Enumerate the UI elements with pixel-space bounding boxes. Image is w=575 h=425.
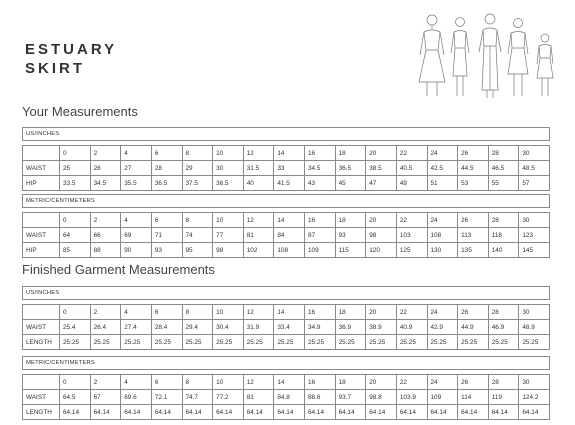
size-header: 12 [243, 305, 274, 320]
corner-cell [23, 305, 60, 320]
measurement-cell: 30.4 [213, 320, 244, 335]
measurement-row [23, 161, 550, 176]
size-header: 24 [427, 146, 458, 161]
finished-garment-heading: Finished Garment Measurements [22, 262, 215, 277]
size-header: 16 [305, 146, 336, 161]
measurement-cell: 64.14 [121, 405, 152, 420]
measurement-cell: 44.9 [458, 320, 489, 335]
size-header: 2 [90, 305, 121, 320]
measurement-cell: 109 [305, 243, 336, 258]
measurement-cell: 64.14 [60, 405, 91, 420]
measurement-cell: 64.14 [305, 405, 336, 420]
measurement-cell: 25.25 [90, 335, 121, 350]
size-header: 2 [90, 213, 121, 228]
measurement-cell: 130 [427, 243, 458, 258]
corner-cell [23, 213, 60, 228]
size-header: 14 [274, 213, 305, 228]
size-header-row [23, 146, 550, 161]
measurement-cell: 25.25 [151, 335, 182, 350]
measurement-cell: 87 [305, 228, 336, 243]
measurement-cell: 28.4 [151, 320, 182, 335]
measurement-cell: 25.25 [60, 335, 91, 350]
measurement-row [23, 335, 550, 350]
figures-wearing-skirts-illustration [410, 10, 560, 100]
size-header: 12 [243, 213, 274, 228]
row-label: HIP [23, 243, 60, 258]
size-header: 10 [213, 146, 244, 161]
unit-label: METRIC/CENTIMETERS [23, 357, 550, 370]
row-label: HIP [23, 176, 60, 191]
size-header: 8 [182, 305, 213, 320]
measurement-cell: 33.4 [274, 320, 305, 335]
measurement-cell: 53 [458, 176, 489, 191]
size-header: 10 [213, 305, 244, 320]
measurement-cell: 140 [488, 243, 519, 258]
size-header: 2 [90, 146, 121, 161]
size-header: 24 [427, 305, 458, 320]
measurement-cell: 85 [60, 243, 91, 258]
measurement-cell: 25.25 [488, 335, 519, 350]
unit-row [23, 287, 550, 300]
measurement-cell: 118 [488, 228, 519, 243]
measurement-cell: 113 [458, 228, 489, 243]
size-header: 10 [213, 213, 244, 228]
measurement-cell: 34.5 [90, 176, 121, 191]
measurement-cell: 64.14 [396, 405, 427, 420]
size-header: 4 [121, 305, 152, 320]
measurement-cell: 25.25 [519, 335, 550, 350]
measurement-cell: 125 [396, 243, 427, 258]
measurement-cell: 84 [274, 228, 305, 243]
measurement-cell: 77.2 [213, 390, 244, 405]
measurement-cell: 31.9 [243, 320, 274, 335]
measurement-cell: 64.14 [519, 405, 550, 420]
measurement-cell: 25.25 [213, 335, 244, 350]
measurement-cell: 88 [90, 243, 121, 258]
measurement-cell: 69 [121, 228, 152, 243]
corner-cell [23, 146, 60, 161]
measurement-cell: 64.14 [213, 405, 244, 420]
size-header: 26 [458, 213, 489, 228]
measurement-cell: 135 [458, 243, 489, 258]
measurement-cell: 74.7 [182, 390, 213, 405]
size-header: 26 [458, 146, 489, 161]
unit-row [23, 195, 550, 208]
measurement-cell: 93.7 [335, 390, 366, 405]
measurement-cell: 64.14 [427, 405, 458, 420]
measurement-cell: 64.14 [488, 405, 519, 420]
size-header: 20 [366, 213, 397, 228]
measurement-cell: 108 [274, 243, 305, 258]
your-measurements-heading: Your Measurements [22, 104, 138, 119]
measurement-cell: 64.14 [458, 405, 489, 420]
size-header: 26 [458, 375, 489, 390]
measurement-cell: 45 [335, 176, 366, 191]
measurement-cell: 84.8 [274, 390, 305, 405]
measurement-cell: 114 [458, 390, 489, 405]
size-header: 12 [243, 375, 274, 390]
measurement-cell: 33.5 [60, 176, 91, 191]
measurement-cell: 25.25 [427, 335, 458, 350]
measurement-cell: 34.5 [305, 161, 336, 176]
size-header: 22 [396, 146, 427, 161]
unit-label: US/INCHES [23, 128, 550, 141]
size-header: 6 [151, 305, 182, 320]
size-header: 22 [396, 375, 427, 390]
measurement-row [23, 243, 550, 258]
measurement-row [23, 390, 550, 405]
measurement-cell: 119 [488, 390, 519, 405]
size-header: 6 [151, 146, 182, 161]
measurement-cell: 64.5 [60, 390, 91, 405]
row-label: LENGTH [23, 405, 60, 420]
title-line-2: SKIRT [25, 60, 85, 77]
size-header: 10 [213, 375, 244, 390]
size-header: 14 [274, 375, 305, 390]
size-header: 28 [488, 305, 519, 320]
measurement-cell: 35.5 [121, 176, 152, 191]
unit-label: US/INCHES [23, 287, 550, 300]
size-header: 24 [427, 375, 458, 390]
measurement-cell: 25.25 [274, 335, 305, 350]
measurement-row [23, 320, 550, 335]
measurement-cell: 27 [121, 161, 152, 176]
measurement-cell: 31.5 [243, 161, 274, 176]
measurement-cell: 71 [151, 228, 182, 243]
row-label: WAIST [23, 228, 60, 243]
measurement-cell: 66 [90, 228, 121, 243]
measurement-cell: 120 [366, 243, 397, 258]
measurement-cell: 98 [366, 228, 397, 243]
size-header: 28 [488, 146, 519, 161]
measurement-cell: 47 [366, 176, 397, 191]
size-header: 8 [182, 213, 213, 228]
size-header: 4 [121, 375, 152, 390]
measurement-cell: 33 [274, 161, 305, 176]
measurement-cell: 44.5 [458, 161, 489, 176]
size-header: 16 [305, 213, 336, 228]
pattern-title [25, 40, 117, 78]
measurement-cell: 108 [427, 228, 458, 243]
measurement-cell: 103.9 [396, 390, 427, 405]
measurement-cell: 48.9 [519, 320, 550, 335]
size-header: 8 [182, 375, 213, 390]
measurement-cell: 51 [427, 176, 458, 191]
size-header-row [23, 305, 550, 320]
measurement-cell: 38.9 [366, 320, 397, 335]
measurement-cell: 102 [243, 243, 274, 258]
measurement-cell: 93 [335, 228, 366, 243]
title-line-1: ESTUARY [25, 41, 118, 58]
measurement-cell: 25.25 [335, 335, 366, 350]
measurement-cell: 25.25 [121, 335, 152, 350]
size-header: 6 [151, 213, 182, 228]
measurement-cell: 46.5 [488, 161, 519, 176]
measurement-cell: 25.25 [366, 335, 397, 350]
size-header: 30 [519, 375, 550, 390]
measurement-cell: 64.14 [335, 405, 366, 420]
measurement-cell: 145 [519, 243, 550, 258]
unit-label: METRIC/CENTIMETERS [23, 195, 550, 208]
measurement-cell: 57 [519, 176, 550, 191]
size-header: 18 [335, 213, 366, 228]
measurement-cell: 49 [396, 176, 427, 191]
measurement-cell: 28 [151, 161, 182, 176]
measurement-cell: 81 [243, 390, 274, 405]
measurement-cell: 38.5 [366, 161, 397, 176]
size-header: 4 [121, 146, 152, 161]
unit-row [23, 357, 550, 370]
measurement-cell: 72.1 [151, 390, 182, 405]
measurement-cell: 36.9 [335, 320, 366, 335]
size-header: 30 [519, 213, 550, 228]
measurement-cell: 55 [488, 176, 519, 191]
measurement-cell: 40.5 [396, 161, 427, 176]
measurement-cell: 95 [182, 243, 213, 258]
size-header: 22 [396, 213, 427, 228]
measurement-cell: 40.9 [396, 320, 427, 335]
size-header: 12 [243, 146, 274, 161]
measurement-cell: 46.9 [488, 320, 519, 335]
measurement-cell: 123 [519, 228, 550, 243]
size-header: 18 [335, 305, 366, 320]
size-table-your-metric [22, 194, 550, 258]
size-header: 20 [366, 375, 397, 390]
size-header: 20 [366, 146, 397, 161]
measurement-cell: 25.25 [182, 335, 213, 350]
size-header: 18 [335, 375, 366, 390]
measurement-cell: 25.25 [305, 335, 336, 350]
size-header: 30 [519, 305, 550, 320]
measurement-cell: 25.25 [243, 335, 274, 350]
measurement-cell: 90 [121, 243, 152, 258]
measurement-cell: 88.6 [305, 390, 336, 405]
size-table-your-inches [22, 127, 550, 191]
measurement-cell: 36.5 [335, 161, 366, 176]
measurement-cell: 27.4 [121, 320, 152, 335]
size-header: 0 [60, 375, 91, 390]
measurement-cell: 48.5 [519, 161, 550, 176]
size-header: 30 [519, 146, 550, 161]
corner-cell [23, 375, 60, 390]
measurement-cell: 30 [213, 161, 244, 176]
measurement-cell: 115 [335, 243, 366, 258]
measurement-cell: 74 [182, 228, 213, 243]
measurement-cell: 26 [90, 161, 121, 176]
size-header: 22 [396, 305, 427, 320]
measurement-cell: 38.5 [213, 176, 244, 191]
size-header: 0 [60, 146, 91, 161]
measurement-cell: 103 [396, 228, 427, 243]
size-header: 24 [427, 213, 458, 228]
size-header: 28 [488, 375, 519, 390]
measurement-cell: 43 [305, 176, 336, 191]
measurement-cell: 64.14 [182, 405, 213, 420]
size-header: 4 [121, 213, 152, 228]
size-table-finished-inches [22, 286, 550, 350]
measurement-cell: 41.5 [274, 176, 305, 191]
measurement-cell: 124.2 [519, 390, 550, 405]
measurement-cell: 29 [182, 161, 213, 176]
measurement-cell: 77 [213, 228, 244, 243]
measurement-cell: 36.5 [151, 176, 182, 191]
size-header: 18 [335, 146, 366, 161]
measurement-cell: 34.9 [305, 320, 336, 335]
size-header: 14 [274, 305, 305, 320]
measurement-row [23, 176, 550, 191]
size-header-row [23, 213, 550, 228]
row-label: WAIST [23, 320, 60, 335]
measurement-cell: 64.14 [243, 405, 274, 420]
measurement-row [23, 405, 550, 420]
unit-row [23, 128, 550, 141]
measurement-cell: 40 [243, 176, 274, 191]
size-header: 8 [182, 146, 213, 161]
row-label: WAIST [23, 161, 60, 176]
measurement-cell: 42.9 [427, 320, 458, 335]
measurement-cell: 25.25 [396, 335, 427, 350]
size-header: 16 [305, 375, 336, 390]
measurement-cell: 64.14 [151, 405, 182, 420]
measurement-cell: 64.14 [366, 405, 397, 420]
measurement-row [23, 228, 550, 243]
measurement-cell: 25 [60, 161, 91, 176]
row-label: LENGTH [23, 335, 60, 350]
size-header: 6 [151, 375, 182, 390]
measurement-cell: 25.25 [458, 335, 489, 350]
size-table-finished-metric [22, 356, 550, 420]
measurement-cell: 37.5 [182, 176, 213, 191]
measurement-cell: 67 [90, 390, 121, 405]
measurement-cell: 98 [213, 243, 244, 258]
measurement-cell: 25.4 [60, 320, 91, 335]
measurement-cell: 26.4 [90, 320, 121, 335]
measurement-cell: 64.14 [90, 405, 121, 420]
size-header: 28 [488, 213, 519, 228]
size-header: 16 [305, 305, 336, 320]
measurement-cell: 93 [151, 243, 182, 258]
size-header: 2 [90, 375, 121, 390]
size-header-row [23, 375, 550, 390]
measurement-cell: 64.14 [274, 405, 305, 420]
size-header: 14 [274, 146, 305, 161]
measurement-cell: 42.5 [427, 161, 458, 176]
size-header: 20 [366, 305, 397, 320]
measurement-cell: 29.4 [182, 320, 213, 335]
measurement-cell: 69.6 [121, 390, 152, 405]
size-header: 0 [60, 305, 91, 320]
measurement-cell: 98.8 [366, 390, 397, 405]
measurement-cell: 81 [243, 228, 274, 243]
size-header: 26 [458, 305, 489, 320]
measurement-cell: 64 [60, 228, 91, 243]
measurement-cell: 109 [427, 390, 458, 405]
size-header: 0 [60, 213, 91, 228]
row-label: WAIST [23, 390, 60, 405]
